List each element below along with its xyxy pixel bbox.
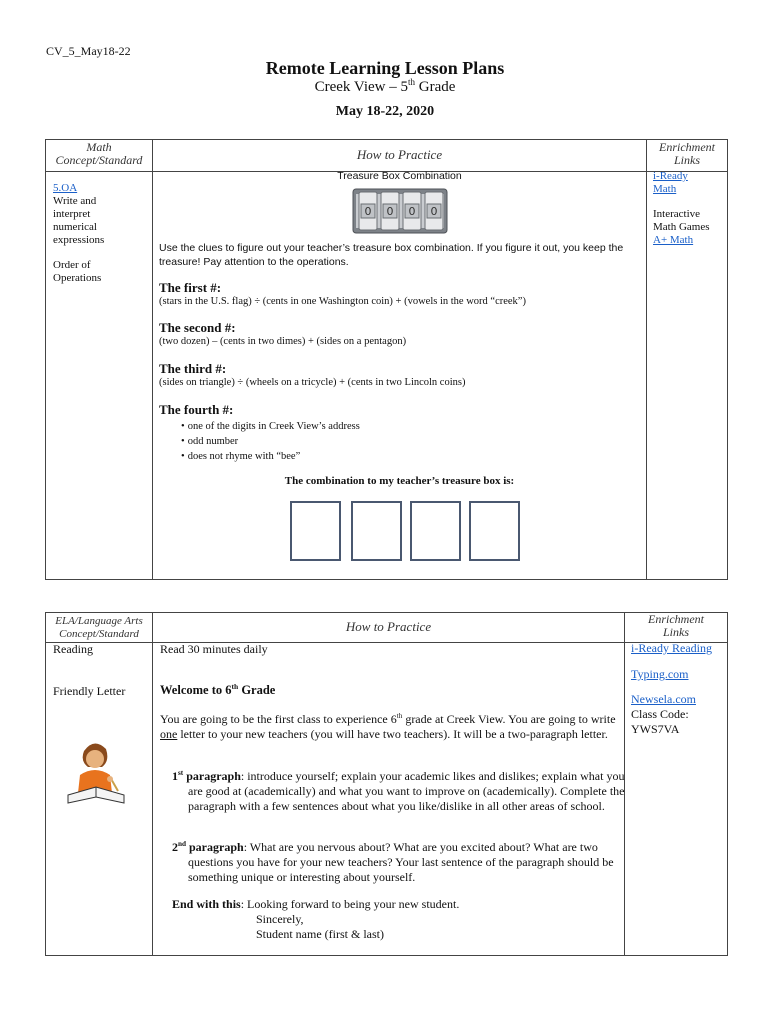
paragraph-2-instructions: 2nd paragraph: What are you nervous about? What are you excited about? What are two questions you have for your new teachers? Your last sentence of the paragraph should be something unique or interesting about yourself.	[172, 840, 614, 884]
bullet-item: • one of the digits in Creek View’s address	[181, 419, 621, 434]
dial-4-digit: 0	[430, 205, 438, 218]
math-table	[45, 139, 728, 580]
math-concept-header: Math Concept/Standard	[55, 140, 143, 167]
clue-2-text: (two dozen) – (cents in two dimes) + (sides on a pentagon)	[159, 336, 407, 347]
student-writing-icon	[66, 731, 126, 807]
date-range: May 18-22, 2020	[335, 104, 435, 119]
standard-code-link[interactable]: 5.OA	[53, 182, 78, 194]
ela-enrichment-links	[631, 641, 726, 737]
combination-box-4[interactable]	[469, 501, 520, 561]
interactive-games-label: Interactive Math Games	[653, 208, 710, 233]
class-code-label: Class Code:	[631, 707, 689, 721]
ela-practice-header: How to Practice	[345, 619, 432, 634]
clue-3	[159, 361, 641, 388]
class-code-value: YWS7VA	[631, 722, 680, 736]
dial-4	[425, 192, 443, 230]
math-intro: Use the clues to figure out your teacher’s treasure box combination. If you figure it out, you keep the treasure! Pay attention to the operations.	[159, 242, 624, 268]
reading-text: Read 30 minutes daily	[160, 642, 268, 656]
combination-lock-image	[352, 188, 448, 234]
dial-3-digit: 0	[408, 205, 416, 218]
dial-1	[359, 192, 377, 230]
math-topic: Order of Operations	[53, 259, 102, 284]
dial-3	[403, 192, 421, 230]
ela-table	[45, 612, 728, 956]
combination-label: The combination to my teacher’s treasure box is:	[284, 475, 515, 487]
image-caption: Treasure Box Combination	[337, 170, 462, 182]
clue-4-bullets	[181, 419, 621, 464]
clue-4	[159, 402, 641, 418]
iready-reading-link[interactable]: i-Ready Reading	[631, 641, 712, 655]
clue-1	[159, 280, 641, 307]
clue-2	[159, 320, 641, 347]
document-id: CV_5_May18-22	[46, 44, 131, 58]
bullet-item: • odd number	[181, 434, 621, 449]
aplus-math-link[interactable]: A+ Math	[653, 234, 694, 246]
paragraph-1-instructions: 1st paragraph: introduce yourself; explain your academic likes and dislikes; explain what you are good at (academically) and what you want to improve on (academically). Complete the paragraph with a few sentences about what you like/dislike in all other areas of school.	[172, 769, 625, 813]
dial-2-digit: 0	[386, 205, 394, 218]
clue-2-heading: The second #:	[159, 320, 236, 335]
clue-3-heading: The third #:	[159, 361, 227, 376]
math-enrichment-links	[653, 170, 725, 247]
typing-link[interactable]: Typing.com	[631, 667, 689, 681]
bullet-item: • does not rhyme with “bee”	[181, 449, 621, 464]
clue-3-text: (sides on triangle) ÷ (wheels on a tricycle) + (cents in two Lincoln coins)	[159, 377, 466, 388]
clue-1-heading: The first #:	[159, 280, 222, 295]
page-title: Remote Learning Lesson Plans	[265, 58, 505, 78]
math-standard: 5.OA Write and interpret numerical expressions Order of Operations	[53, 182, 149, 285]
clue-1-text: (stars in the U.S. flag) ÷ (cents in one Washington coin) + (vowels in the word “creek”)	[159, 296, 526, 307]
dial-2	[381, 192, 399, 230]
combination-box-1[interactable]	[290, 501, 341, 561]
page-subtitle: Creek View – 5th Grade	[314, 77, 456, 95]
ela-enrichment-header: Enrichment Links	[648, 612, 704, 639]
clue-4-heading: The fourth #:	[159, 402, 234, 417]
combination-box-3[interactable]	[410, 501, 461, 561]
welcome-heading: Welcome to 6th Grade	[160, 681, 276, 697]
reading-label: Reading	[53, 642, 93, 656]
ela-concept-header: ELA/Language Arts Concept/Standard	[55, 615, 143, 640]
iready-math-link[interactable]: i-Ready Math	[653, 170, 688, 195]
newsela-link[interactable]: Newsela.com	[631, 692, 696, 706]
dial-1-digit: 0	[364, 205, 372, 218]
friendly-letter-label: Friendly Letter	[53, 684, 126, 698]
math-enrichment-header: Enrichment Links	[659, 140, 715, 167]
closing-instructions: End with this: Looking forward to being your new student. Sincerely, Student name (first & last)	[172, 897, 460, 941]
math-practice-header: How to Practice	[356, 147, 443, 162]
letter-intro: You are going to be the first class to experience 6th grade at Creek View. You are going to write one letter to your new teachers (you will have two teachers). It will be a two-paragraph letter.	[160, 712, 616, 741]
combination-box-2[interactable]	[351, 501, 402, 561]
